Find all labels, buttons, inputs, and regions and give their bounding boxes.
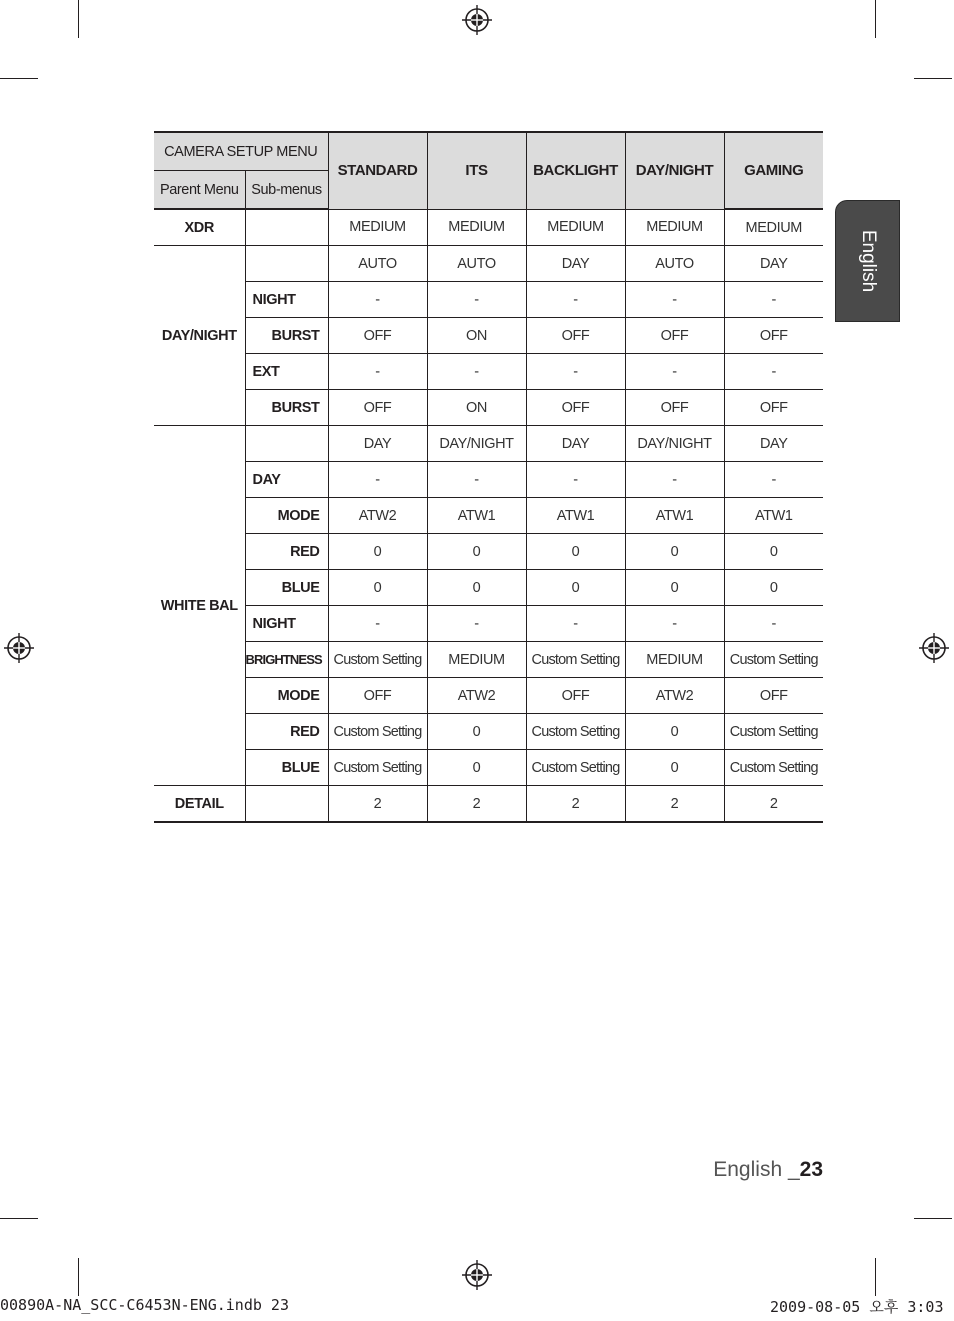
value-cell: 0 (427, 750, 526, 786)
parent-menu-cell: XDR (154, 209, 245, 246)
value-cell: - (625, 282, 724, 318)
camera-setup-menu-header: CAMERA SETUP MENU (154, 132, 328, 171)
sub-menu-cell: RED (245, 714, 328, 750)
value-cell: DAY (526, 246, 625, 282)
value-cell: 0 (724, 570, 823, 606)
value-cell: OFF (724, 390, 823, 426)
sub-menu-cell: BLUE (245, 570, 328, 606)
value-cell: Custom Setting (328, 714, 427, 750)
table-row (154, 606, 823, 642)
table-row (154, 282, 823, 318)
sub-menu-cell (245, 246, 328, 282)
value-cell: 0 (526, 570, 625, 606)
value-cell: - (724, 606, 823, 642)
sub-menu-cell: EXT (245, 354, 328, 390)
value-cell: ATW1 (724, 498, 823, 534)
value-cell: ATW2 (625, 678, 724, 714)
value-cell: Custom Setting (724, 750, 823, 786)
value-cell: ATW1 (625, 498, 724, 534)
value-cell: Custom Setting (328, 750, 427, 786)
parent-menu-cell: WHITE BAL (154, 426, 245, 786)
table-row (154, 498, 823, 534)
table-row (154, 246, 823, 282)
language-tab-label: English (857, 229, 879, 293)
value-cell: 0 (328, 570, 427, 606)
value-cell: - (724, 354, 823, 390)
value-cell: 0 (625, 570, 724, 606)
value-cell: 2 (328, 786, 427, 823)
value-cell: 0 (625, 534, 724, 570)
value-cell: - (427, 606, 526, 642)
table-row (154, 570, 823, 606)
page-label: English _ (713, 1158, 800, 1181)
value-cell: - (427, 282, 526, 318)
value-cell: 2 (427, 786, 526, 823)
table-row (154, 642, 823, 678)
mode-header: GAMING (724, 132, 823, 209)
value-cell: AUTO (328, 246, 427, 282)
sub-menus-header: Sub-menus (245, 171, 328, 210)
crop-mark (875, 0, 876, 38)
sub-menu-cell: BURST (245, 318, 328, 354)
sub-menu-cell: BURST (245, 390, 328, 426)
language-tab (835, 200, 900, 322)
value-cell: Custom Setting (526, 642, 625, 678)
value-cell: - (625, 462, 724, 498)
parent-menu-cell: DAY/NIGHT (154, 246, 245, 426)
sub-menu-cell: MODE (245, 678, 328, 714)
value-cell: - (427, 354, 526, 390)
value-cell: MEDIUM (328, 209, 427, 246)
sub-menu-cell: RED (245, 534, 328, 570)
registration-mark-icon (462, 5, 492, 35)
value-cell: - (625, 354, 724, 390)
value-cell: AUTO (427, 246, 526, 282)
value-cell: 0 (427, 570, 526, 606)
value-cell: ON (427, 390, 526, 426)
value-cell: 0 (526, 534, 625, 570)
value-cell: AUTO (625, 246, 724, 282)
table-row (154, 426, 823, 462)
value-cell: OFF (724, 678, 823, 714)
registration-mark-icon (919, 633, 949, 663)
value-cell: DAY/NIGHT (427, 426, 526, 462)
table-row (154, 209, 823, 246)
table-row (154, 714, 823, 750)
value-cell: OFF (526, 318, 625, 354)
registration-mark-icon (462, 1260, 492, 1290)
crop-mark (78, 0, 79, 38)
value-cell: 0 (427, 534, 526, 570)
value-cell: 0 (328, 534, 427, 570)
mode-header: DAY/NIGHT (625, 132, 724, 209)
value-cell: ON (427, 318, 526, 354)
mode-header: STANDARD (328, 132, 427, 209)
value-cell: MEDIUM (427, 209, 526, 246)
value-cell: MEDIUM (427, 642, 526, 678)
mode-header: BACKLIGHT (526, 132, 625, 209)
value-cell: - (328, 462, 427, 498)
value-cell: OFF (625, 318, 724, 354)
value-cell: OFF (328, 390, 427, 426)
value-cell: 0 (427, 714, 526, 750)
sub-menu-cell: NIGHT (245, 282, 328, 318)
value-cell: DAY (724, 426, 823, 462)
value-cell: - (427, 462, 526, 498)
value-cell: 2 (625, 786, 724, 823)
value-cell: 2 (724, 786, 823, 823)
crop-mark (914, 1218, 952, 1219)
table-row (154, 534, 823, 570)
crop-mark (0, 78, 38, 79)
value-cell: Custom Setting (328, 642, 427, 678)
value-cell: - (328, 282, 427, 318)
value-cell: OFF (526, 390, 625, 426)
parent-menu-header: Parent Menu (154, 171, 245, 210)
value-cell: DAY (724, 246, 823, 282)
value-cell: DAY (328, 426, 427, 462)
value-cell: MEDIUM (724, 209, 823, 246)
crop-mark (78, 1258, 79, 1296)
table-row (154, 750, 823, 786)
value-cell: OFF (625, 390, 724, 426)
value-cell: ATW2 (328, 498, 427, 534)
value-cell: - (328, 354, 427, 390)
value-cell: OFF (328, 318, 427, 354)
page-number (713, 1158, 823, 1182)
value-cell: - (526, 462, 625, 498)
sub-menu-cell (245, 426, 328, 462)
table-row (154, 678, 823, 714)
value-cell: - (526, 354, 625, 390)
value-cell: 0 (625, 714, 724, 750)
value-cell: Custom Setting (526, 750, 625, 786)
sub-menu-cell: NIGHT (245, 606, 328, 642)
value-cell: - (526, 282, 625, 318)
sub-menu-cell: BRIGHTNESS (245, 642, 328, 678)
value-cell: Custom Setting (724, 642, 823, 678)
value-cell: - (526, 606, 625, 642)
value-cell: DAY (526, 426, 625, 462)
value-cell: Custom Setting (724, 714, 823, 750)
value-cell: - (625, 606, 724, 642)
page-number-value: 23 (799, 1158, 823, 1181)
value-cell: OFF (526, 678, 625, 714)
table-row (154, 786, 823, 823)
value-cell: ATW1 (526, 498, 625, 534)
table-row (154, 354, 823, 390)
value-cell: 0 (625, 750, 724, 786)
value-cell: - (724, 462, 823, 498)
value-cell: DAY/NIGHT (625, 426, 724, 462)
value-cell: MEDIUM (625, 209, 724, 246)
camera-setup-table (154, 131, 823, 823)
sub-menu-cell (245, 209, 328, 246)
value-cell: OFF (328, 678, 427, 714)
sub-menu-cell: DAY (245, 462, 328, 498)
value-cell: Custom Setting (526, 714, 625, 750)
value-cell: MEDIUM (526, 209, 625, 246)
print-slug-timestamp: 2009-08-05 오후 3:03 (770, 1298, 944, 1316)
sub-menu-cell: BLUE (245, 750, 328, 786)
crop-mark (875, 1258, 876, 1296)
value-cell: - (328, 606, 427, 642)
value-cell: - (724, 282, 823, 318)
mode-header: ITS (427, 132, 526, 209)
value-cell: OFF (724, 318, 823, 354)
parent-menu-cell: DETAIL (154, 786, 245, 823)
table-row (154, 462, 823, 498)
value-cell: ATW2 (427, 678, 526, 714)
sub-menu-cell: MODE (245, 498, 328, 534)
value-cell: ATW1 (427, 498, 526, 534)
value-cell: 2 (526, 786, 625, 823)
value-cell: MEDIUM (625, 642, 724, 678)
print-slug-file: 00890A-NA_SCC-C6453N-ENG.indb 23 (0, 1296, 289, 1314)
value-cell: 0 (724, 534, 823, 570)
sub-menu-cell (245, 786, 328, 823)
registration-mark-icon (4, 633, 34, 663)
table-row (154, 390, 823, 426)
crop-mark (0, 1218, 38, 1219)
table-row (154, 318, 823, 354)
crop-mark (914, 78, 952, 79)
